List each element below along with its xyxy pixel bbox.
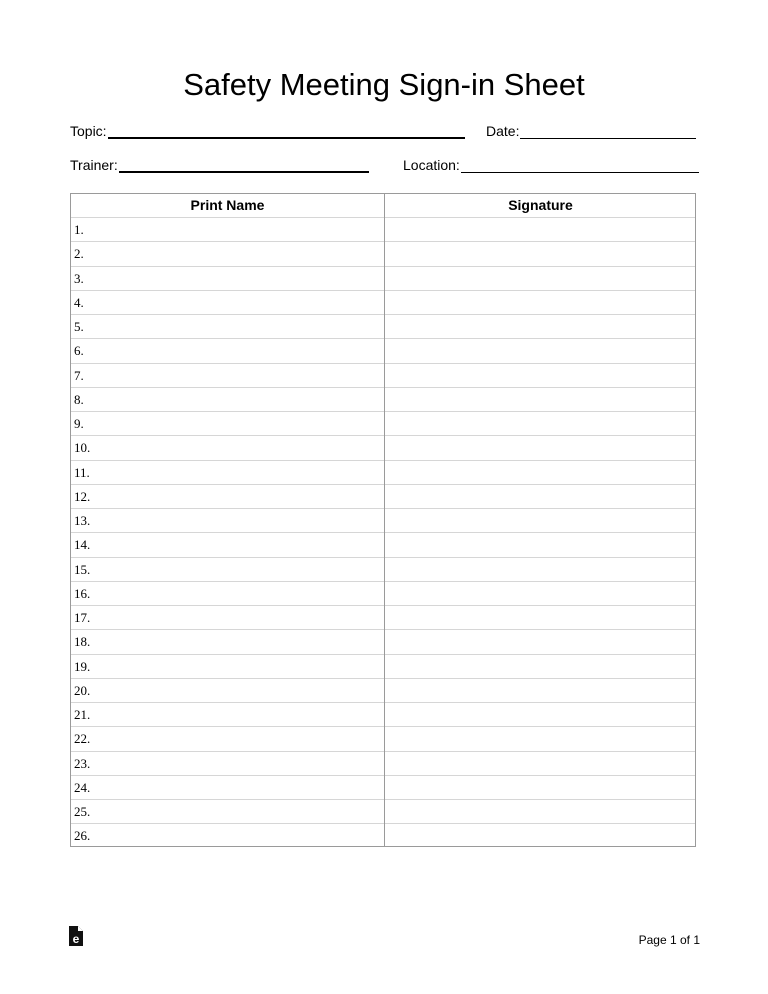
signature-cell[interactable] [385,679,695,702]
date-input-line[interactable] [520,124,696,139]
print-name-cell[interactable] [101,242,381,265]
table-row [71,800,695,824]
table-row [71,388,695,412]
document-e-icon [68,925,84,947]
row-number: 22. [74,731,91,747]
header-print-name: Print Name [190,197,265,213]
svg-text:e: e [72,932,80,946]
table-row [71,339,695,363]
print-name-cell[interactable] [101,558,381,581]
table-row [71,776,695,800]
signature-cell[interactable] [385,242,695,265]
row-number: 4. [74,294,84,310]
topic-field[interactable] [70,123,465,139]
table-row [71,703,695,727]
row-number: 6. [74,343,84,359]
signature-cell[interactable] [385,315,695,338]
print-name-cell[interactable] [101,267,381,290]
print-name-cell[interactable] [101,412,381,435]
table-header-row [71,194,695,218]
row-number: 9. [74,416,84,431]
signature-cell[interactable] [385,364,695,387]
location-field[interactable] [403,157,699,173]
print-name-cell[interactable] [101,436,381,459]
signature-cell[interactable] [385,800,695,823]
table-row [71,558,695,582]
signature-cell[interactable] [385,412,695,435]
print-name-cell[interactable] [101,509,381,532]
table-row [71,291,695,315]
table-row [71,315,695,339]
print-name-cell[interactable] [101,315,381,338]
table-row [71,582,695,606]
print-name-cell[interactable] [101,533,381,556]
print-name-cell[interactable] [101,388,381,411]
row-number: 23. [74,755,91,771]
table-row [71,533,695,557]
location-label: Location: [403,157,460,173]
row-number: 21. [74,707,91,722]
table-row [71,824,695,848]
print-name-cell[interactable] [101,606,381,629]
row-number: 13. [74,513,91,528]
signature-cell[interactable] [385,485,695,508]
page-number: Page 1 of 1 [638,933,700,947]
row-number: 14. [74,537,91,553]
print-name-cell[interactable] [101,630,381,653]
table-row [71,461,695,485]
row-number: 25. [74,804,91,819]
print-name-cell[interactable] [101,218,381,241]
print-name-cell[interactable] [101,824,381,848]
signature-cell[interactable] [385,606,695,629]
print-name-cell[interactable] [101,752,381,775]
table-row [71,242,695,266]
print-name-cell[interactable] [101,703,381,726]
signature-cell[interactable] [385,339,695,362]
row-number: 8. [74,391,84,407]
print-name-cell[interactable] [101,364,381,387]
signature-cell[interactable] [385,655,695,678]
print-name-cell[interactable] [101,582,381,605]
table-row [71,655,695,679]
print-name-cell[interactable] [101,679,381,702]
print-name-cell[interactable] [101,776,381,799]
row-number: 17. [74,610,91,625]
print-name-cell[interactable] [101,485,381,508]
table-row [71,630,695,654]
table-rows [71,218,695,849]
location-input-line[interactable] [461,158,699,173]
row-number: 7. [74,367,84,383]
signature-cell[interactable] [385,824,695,848]
row-number: 20. [74,682,91,698]
table-row [71,267,695,291]
signature-cell[interactable] [385,630,695,653]
date-label: Date: [486,123,520,139]
signature-cell[interactable] [385,582,695,605]
signature-cell[interactable] [385,509,695,532]
signature-cell[interactable] [385,436,695,459]
print-name-cell[interactable] [101,461,381,484]
date-field[interactable] [486,123,696,139]
row-number: 5. [74,319,84,334]
signature-cell[interactable] [385,461,695,484]
trainer-input-line[interactable] [119,157,369,173]
row-number: 16. [74,585,91,601]
signature-cell[interactable] [385,727,695,750]
print-name-cell[interactable] [101,800,381,823]
signature-cell[interactable] [385,218,695,241]
topic-label: Topic: [70,123,107,139]
row-number: 19. [74,658,91,674]
print-name-cell[interactable] [101,655,381,678]
signature-cell[interactable] [385,291,695,314]
row-number: 24. [74,779,91,795]
trainer-field[interactable] [70,157,369,173]
table-row [71,679,695,703]
column-divider [384,194,385,846]
table-row [71,727,695,751]
trainer-label: Trainer: [70,157,118,173]
row-number: 15. [74,561,91,577]
signature-cell[interactable] [385,267,695,290]
row-number: 10. [74,440,91,456]
table-row [71,364,695,388]
row-number: 26. [74,828,91,844]
signature-cell[interactable] [385,776,695,799]
row-number: 18. [74,634,91,650]
table-row [71,509,695,533]
signature-cell[interactable] [385,533,695,556]
page-title: Safety Meeting Sign-in Sheet [183,67,585,102]
topic-input-line[interactable] [108,123,465,139]
row-number: 12. [74,488,91,504]
table-row [71,606,695,630]
print-name-cell[interactable] [101,727,381,750]
signature-cell[interactable] [385,703,695,726]
signature-cell[interactable] [385,388,695,411]
print-name-cell[interactable] [101,339,381,362]
print-name-cell[interactable] [101,291,381,314]
row-number: 11. [74,464,90,480]
table-row [71,412,695,436]
table-row [71,485,695,509]
signature-cell[interactable] [385,752,695,775]
row-number: 2. [74,246,84,262]
signature-cell[interactable] [385,558,695,581]
table-row [71,752,695,776]
table-row [71,436,695,460]
sign-in-table [70,193,696,847]
header-signature: Signature [508,197,573,213]
row-number: 3. [74,270,84,286]
table-row [71,218,695,242]
row-number: 1. [74,222,84,237]
